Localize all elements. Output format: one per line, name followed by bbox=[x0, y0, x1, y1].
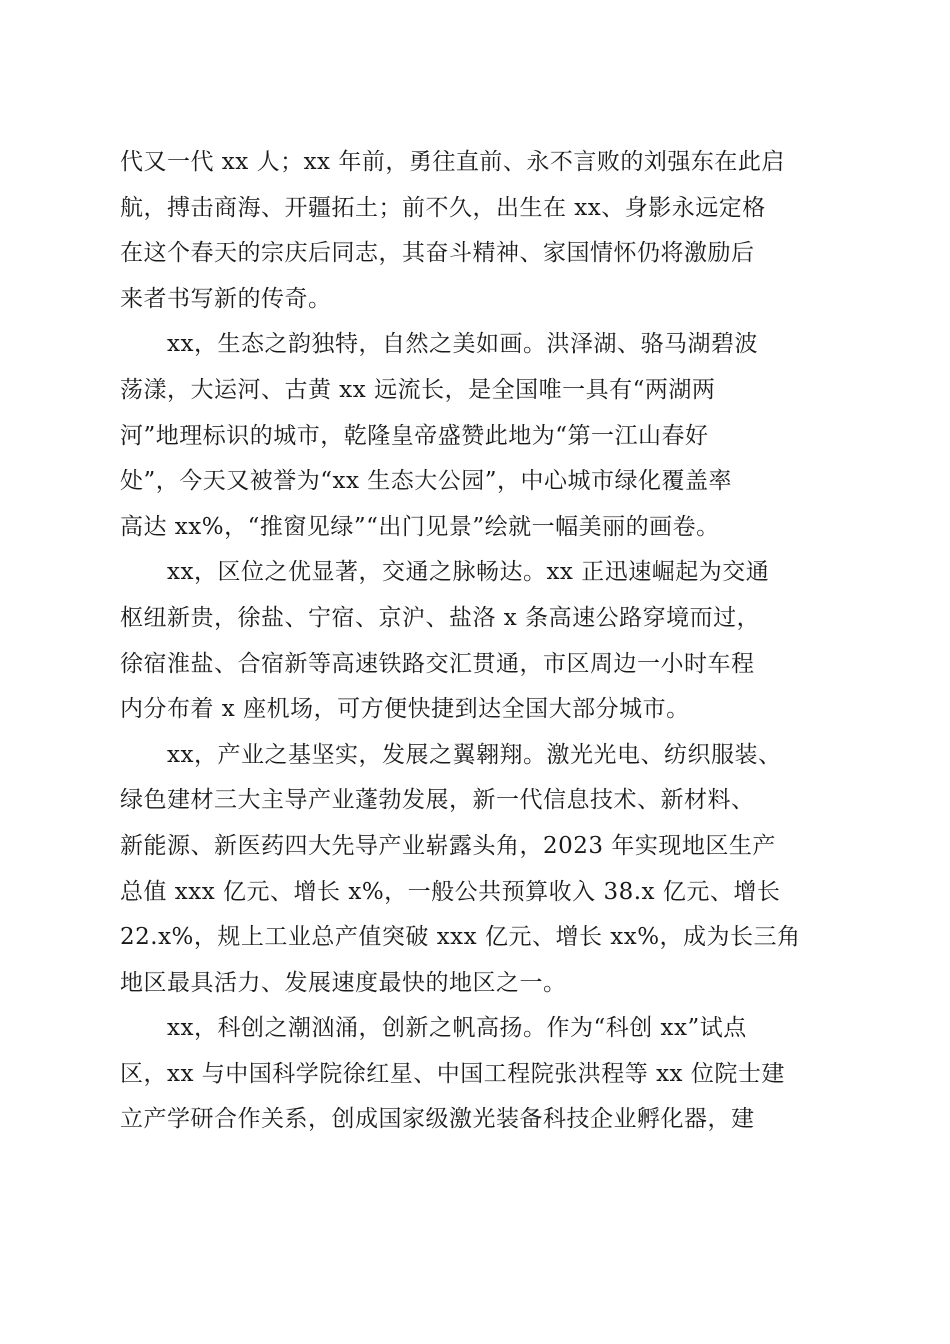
text-line: 立产学研合作关系，创成国家级激光装备科技企业孵化器，建 bbox=[120, 1106, 755, 1133]
text-line: 新能源、新医药四大先导产业崭露头角，2023 年实现地区生产 bbox=[120, 832, 776, 859]
text-line: 徐宿淮盐、合宿新等高速铁路交汇贯通，市区周边一小时车程 bbox=[120, 650, 755, 677]
text-line: 来者书写新的传奇。 bbox=[120, 285, 332, 312]
body-text bbox=[120, 140, 832, 1143]
text-line: 处”，今天又被誉为“xx 生态大公园”，中心城市绿化覆盖率 bbox=[120, 468, 733, 495]
text-line: 22.x%，规上工业总产值突破 xxx 亿元、增长 xx%，成为长三角 bbox=[120, 924, 801, 951]
text-line: xx，区位之优显著，交通之脉畅达。xx 正迅速崛起为交通 bbox=[167, 559, 770, 586]
paragraph-4 bbox=[120, 733, 832, 1007]
paragraph-2 bbox=[120, 322, 832, 550]
text-line: 河”地理标识的城市，乾隆皇帝盛赞此地为“第一江山春好 bbox=[120, 422, 709, 449]
text-line: 绿色建材三大主导产业蓬勃发展，新一代信息技术、新材料、 bbox=[120, 787, 755, 814]
text-line: xx，生态之韵独特，自然之美如画。洪泽湖、骆马湖碧波 bbox=[167, 331, 758, 358]
text-line: 代又一代 xx 人；xx 年前，勇往直前、永不言败的刘强东在此启 bbox=[120, 149, 785, 175]
paragraph-3 bbox=[120, 550, 832, 732]
text-line: xx，产业之基坚实，发展之翼翱翔。激光光电、纺织服装、 bbox=[167, 741, 782, 768]
text-line: 地区最具活力、发展速度最快的地区之一。 bbox=[120, 969, 567, 996]
text-line: 高达 xx%，“推窗见绿”“出门见景”绘就一幅美丽的画卷。 bbox=[120, 513, 720, 540]
paragraph-5 bbox=[120, 1006, 832, 1143]
text-line: 总值 xxx 亿元、增长 x%，一般公共预算收入 38.x 亿元、增长 bbox=[120, 878, 781, 905]
text-line: 在这个春天的宗庆后同志，其奋斗精神、家国情怀仍将激励后 bbox=[120, 240, 755, 267]
text-line: xx，科创之潮汹涌，创新之帆高扬。作为“科创 xx”试点 bbox=[167, 1015, 747, 1042]
text-line: 枢纽新贵，徐盐、宁宿、京沪、盐洛 x 条高速公路穿境而过， bbox=[120, 604, 761, 631]
text-line: 内分布着 x 座机场，可方便快捷到达全国大部分城市。 bbox=[120, 696, 690, 723]
text-line: 区，xx 与中国科学院徐红星、中国工程院张洪程等 xx 位院士建 bbox=[120, 1060, 785, 1087]
text-line: 航，搏击商海、开疆拓土；前不久，出生在 xx、身影永远定格 bbox=[120, 194, 766, 221]
paragraph-1 bbox=[120, 140, 832, 322]
text-line: 荡漾，大运河、古黄 xx 远流长，是全国唯一具有“两湖两 bbox=[120, 376, 716, 403]
